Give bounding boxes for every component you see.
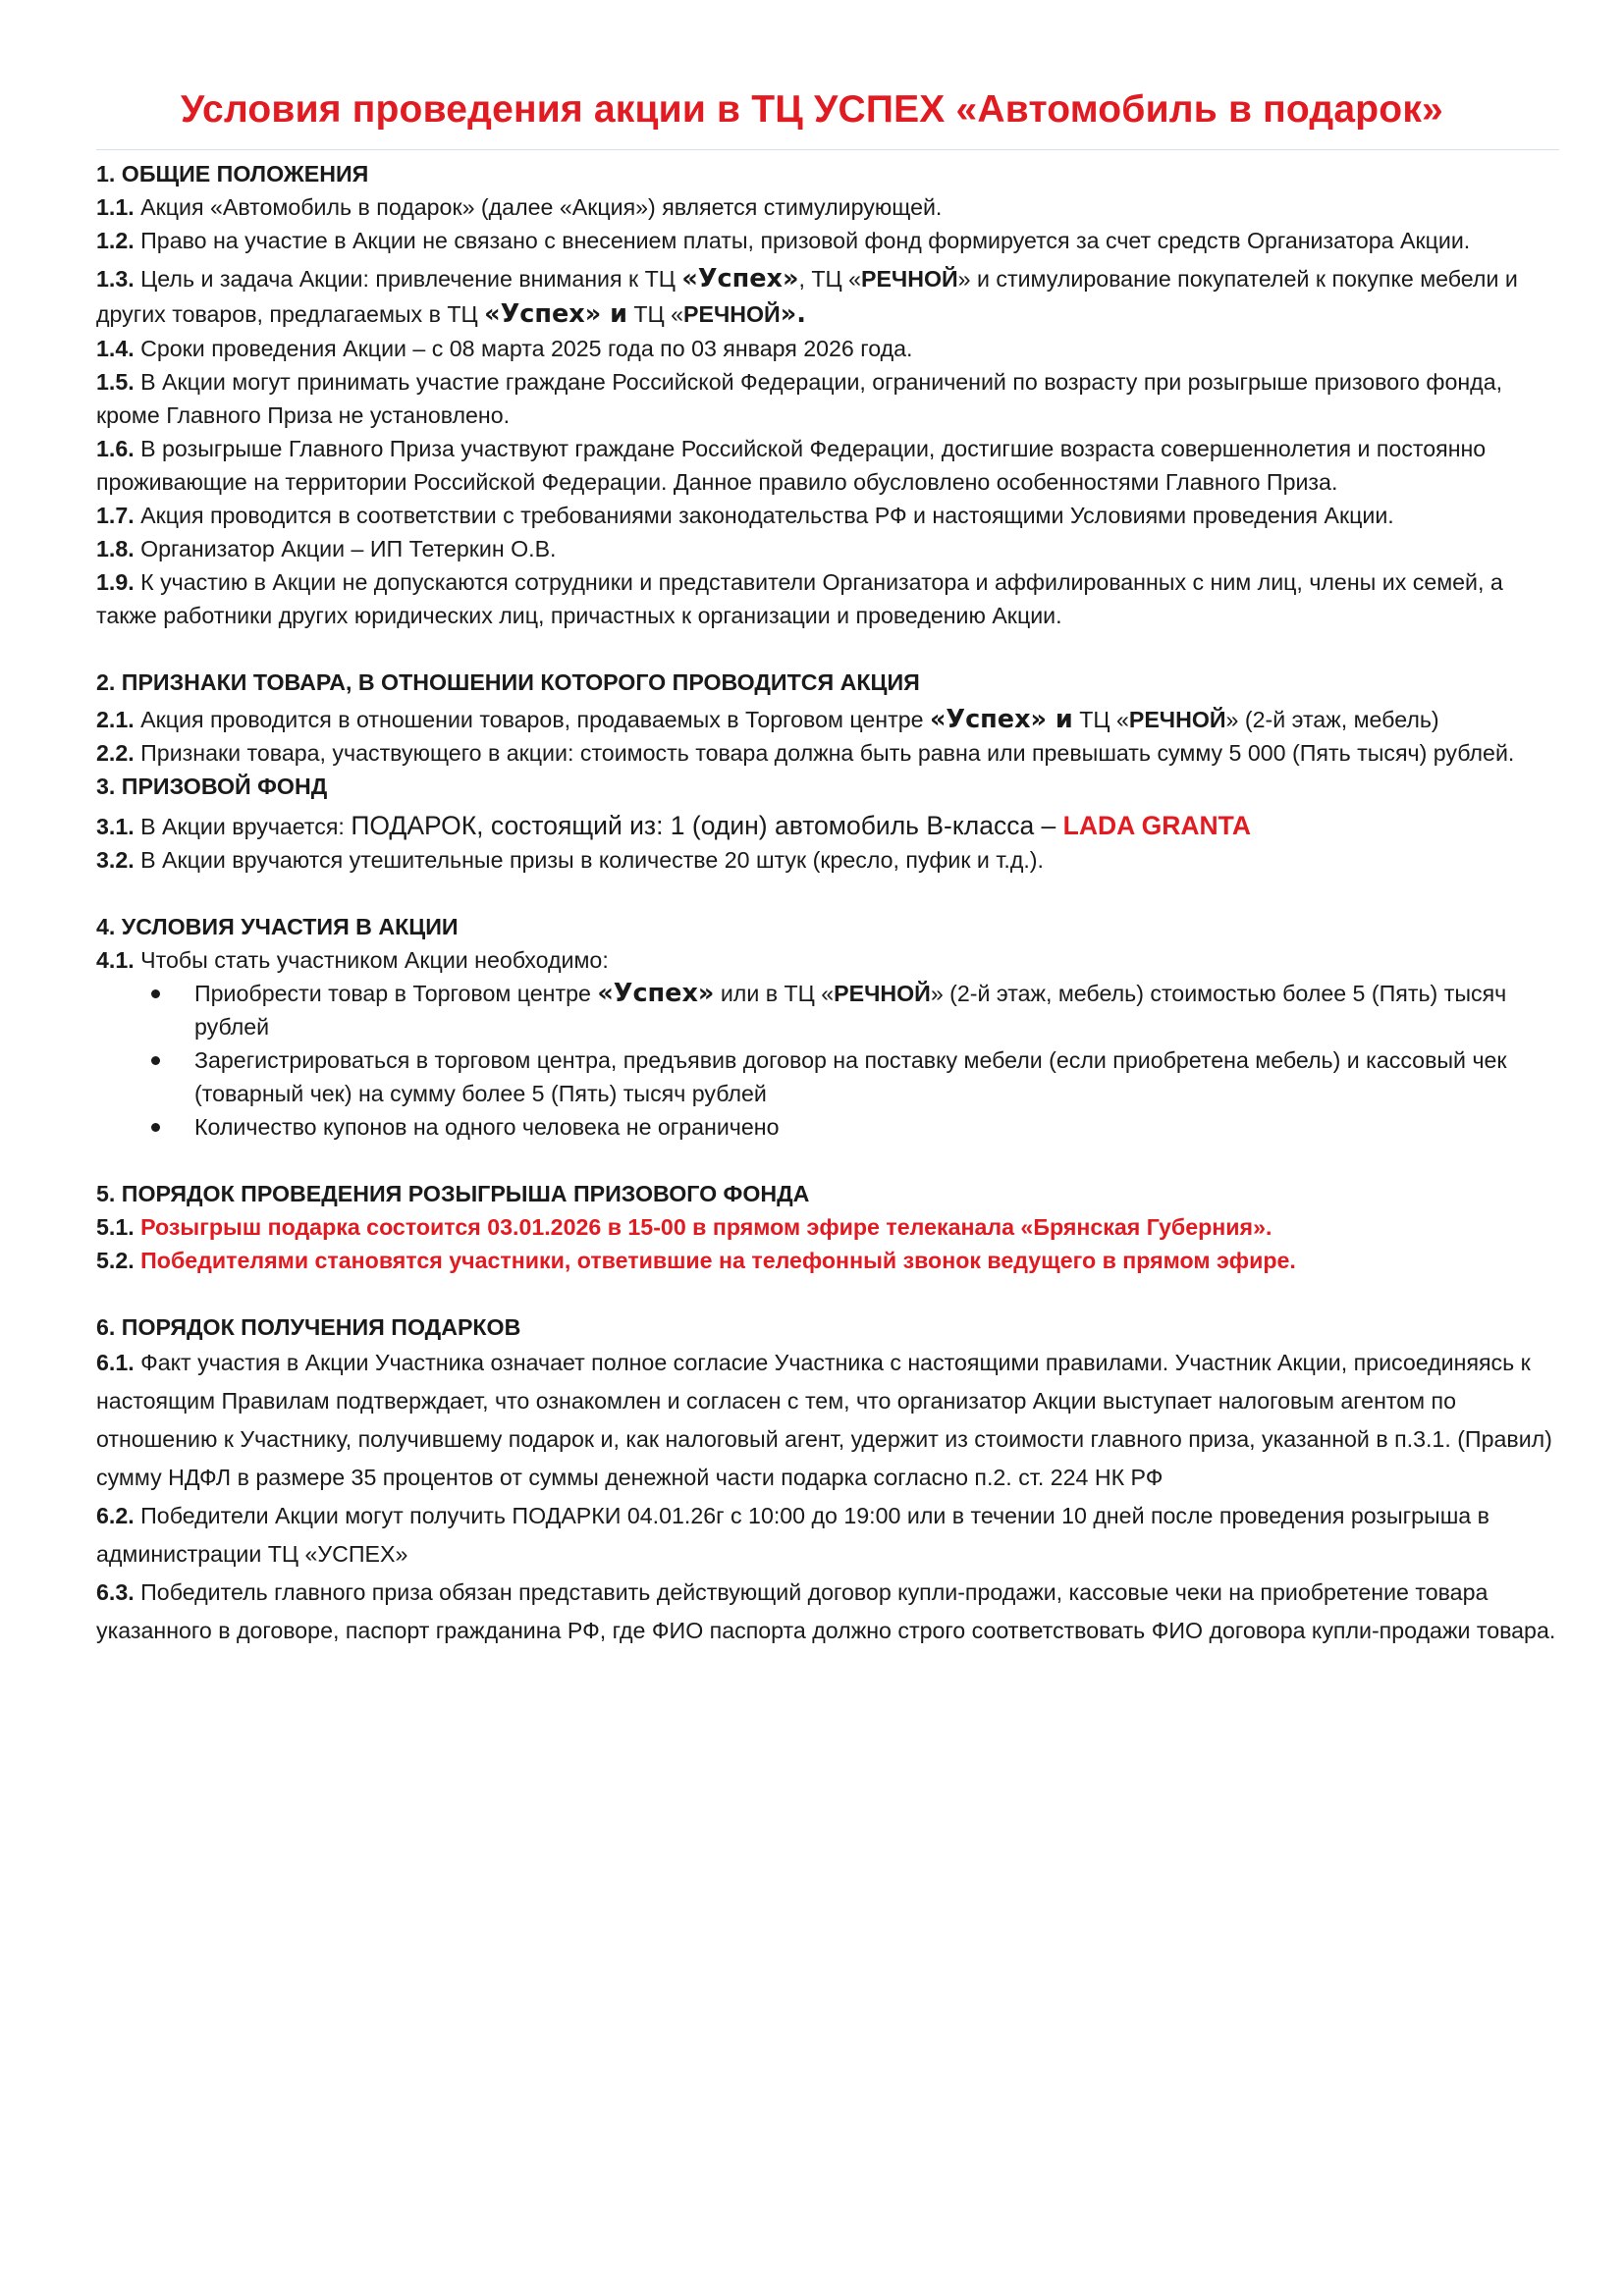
item-text: Зарегистрироваться в торговом центра, предъявив договор на поставку мебели (если приобретена мебель) и кассовый чек (товарный чек) на сумму более 5 (Пять) тысяч рублей (194, 1047, 1507, 1106)
clause-text: Победители Акции могут получить ПОДАРКИ 04.01.26г с 10:00 до 19:00 или в течении 10 дней после проведения розыгрыша в администрации ТЦ «УСПЕХ» (96, 1503, 1489, 1567)
prize-description: ПОДАРОК, состоящий из: 1 (один) автомобиль B-класса – (351, 811, 1063, 840)
clause-text: , ТЦ « (798, 266, 861, 292)
clause-number: 1.6. (96, 436, 135, 461)
clause-number: 5.2. (96, 1248, 135, 1273)
clause-text: Организатор Акции – ИП Тетеркин О.В. (134, 536, 557, 561)
clause-text: ТЦ « (1072, 707, 1129, 732)
clause-1-5 (96, 365, 1561, 432)
clause-3-2 (96, 843, 1561, 877)
clause-1-8 (96, 532, 1561, 565)
clause-number: 1.2. (96, 228, 135, 253)
clause-3-1 (96, 809, 1561, 843)
title-divider (96, 149, 1559, 150)
clause-5-1 (96, 1210, 1561, 1244)
clause-text: К участию в Акции не допускаются сотрудники и представители Организатора и аффилированных с ним лиц, члены их семей, а также работники других юридических лиц, причастных к организации и проведению Акции. (96, 569, 1503, 628)
item-text: Количество купонов на одного человека не ограничено (194, 1114, 780, 1140)
list-item (96, 977, 1561, 1043)
conditions-list (96, 977, 1561, 1144)
bullet-icon (151, 1123, 160, 1132)
mall-name-uspeh: «Успех» (681, 264, 799, 294)
clause-1-6 (96, 432, 1561, 499)
document-body (96, 157, 1561, 1650)
clause-number: 1.5. (96, 369, 135, 395)
clause-text: Признаки товара, участвующего в акции: стоимость товара должна быть равна или превышать сумму 5 000 (Пять тысяч) рублей. (134, 740, 1515, 766)
clause-number: 1.1. (96, 194, 135, 220)
clause-text: Акция проводится в отношении товаров, продаваемых в Торговом центре (134, 707, 930, 732)
clause-text: Акция проводится в соответствии с требованиями законодательства РФ и настоящими Условиями проведения Акции. (134, 503, 1394, 528)
clause-text: ТЦ « (626, 301, 684, 327)
mall-name-rechnoy: РЕЧНОЙ (683, 301, 781, 327)
clause-text: Право на участие в Акции не связано с внесением платы, призовой фонд формируется за счет средств Организатора Акции. (134, 228, 1471, 253)
clause-2-2 (96, 736, 1561, 770)
spacer (96, 1144, 1561, 1177)
clause-number: 1.3. (96, 266, 135, 292)
clause-text: В Акции вручаются утешительные призы в количестве 20 штук (кресло, пуфик и т.д.). (134, 847, 1044, 873)
list-item (96, 1043, 1561, 1110)
clause-text: Факт участия в Акции Участника означает полное согласие Участника с настоящими правилами. Участник Акции, присоединяясь к настоящим Правилам подтверждает, что ознакомлен и согласен с тем, что организатор Акции выступает налоговым агентом по отношению к Участнику, получившему подарок и, как налоговый агент, удержит из стоимости главного приза, указанной в п.3.1. (Правил) сумму НДФЛ в размере 35 процентов от суммы денежной части подарка согласно п.2. ст. 224 НК РФ (96, 1350, 1552, 1490)
clause-2-1 (96, 703, 1561, 736)
clause-number: 6.1. (96, 1350, 135, 1375)
clause-1-2 (96, 224, 1561, 257)
clause-number: 4.1. (96, 947, 135, 973)
clause-text: Цель и задача Акции: привлечение внимания к ТЦ (134, 266, 682, 292)
item-text: или в ТЦ « (714, 981, 835, 1006)
clause-number: 1.7. (96, 503, 135, 528)
clause-text: Чтобы стать участником Акции необходимо: (134, 947, 609, 973)
list-item (96, 1110, 1561, 1144)
clause-number: 6.2. (96, 1503, 135, 1528)
prize-car-model: LADA GRANTA (1062, 811, 1252, 840)
clause-text: В Акции могут принимать участие граждане Российской Федерации, ограничений по возрасту при розыгрыше призового фонда, кроме Главного Приза не установлено. (96, 369, 1503, 428)
mall-name-uspeh: «Успех» и (929, 705, 1073, 734)
bullet-icon (151, 989, 160, 998)
section-1-heading: 1. ОБЩИЕ ПОЛОЖЕНИЯ (96, 161, 369, 187)
item-text: Приобрести товар в Торговом центре (194, 981, 598, 1006)
clause-1-7 (96, 499, 1561, 532)
item-text: » (2-й этаж, мебель) стоимостью более 5 (Пять) тысяч рублей (194, 981, 1507, 1040)
clause-text: Победителями становятся участники, ответившие на телефонный звонок ведущего в прямом эфире. (134, 1248, 1296, 1273)
clause-6-2 (96, 1497, 1561, 1574)
clause-text: Победитель главного приза обязан представить действующий договор купли-продажи, кассовые чеки на приобретение товара указанного в договоре, паспорт гражданина РФ, где ФИО паспорта должно строго соответствовать ФИО договора купли-продажи товара. (96, 1579, 1556, 1643)
clause-text: » (2-й этаж, мебель) (1225, 707, 1439, 732)
clause-text: В Акции вручается: (134, 814, 352, 839)
mall-name-rechnoy: РЕЧНОЙ (834, 981, 931, 1006)
clause-text: Розыгрыш подарка состоится 03.01.2026 в 15-00 в прямом эфире телеканала «Брянская Губерния». (134, 1214, 1272, 1240)
clause-1-3 (96, 261, 1561, 332)
section-5-heading: 5. ПОРЯДОК ПРОВЕДЕНИЯ РОЗЫГРЫША ПРИЗОВОГО ФОНДА (96, 1181, 810, 1206)
clause-text: Сроки проведения Акции – с 08 марта 2025 года по 03 января 2026 года. (134, 336, 913, 361)
spacer (96, 877, 1561, 910)
clause-number: 5.1. (96, 1214, 135, 1240)
clause-1-4 (96, 332, 1561, 365)
mall-name-rechnoy: РЕЧНОЙ (1128, 707, 1226, 732)
section-4-heading: 4. УСЛОВИЯ УЧАСТИЯ В АКЦИИ (96, 914, 459, 939)
clause-number: 1.8. (96, 536, 135, 561)
clause-5-2 (96, 1244, 1561, 1277)
clause-number: 3.1. (96, 814, 135, 839)
mall-name-uspeh: «Успех» (597, 979, 715, 1008)
clause-number: 1.9. (96, 569, 135, 595)
section-6-heading: 6. ПОРЯДОК ПОЛУЧЕНИЯ ПОДАРКОВ (96, 1314, 521, 1340)
clause-text: » и стимулирование покупателей к покупке мебели и других товаров, предлагаемых в ТЦ (96, 266, 1518, 327)
clause-1-1 (96, 190, 1561, 224)
bullet-icon (151, 1056, 160, 1065)
section-3-heading: 3. ПРИЗОВОЙ ФОНД (96, 774, 328, 799)
clause-text: ». (780, 299, 806, 329)
clause-4-1 (96, 943, 1561, 977)
clause-6-3 (96, 1574, 1561, 1650)
clause-number: 6.3. (96, 1579, 135, 1605)
clause-1-9 (96, 565, 1561, 632)
document-title: Условия проведения акции в ТЦ УСПЕХ «Автомобиль в подарок» (181, 88, 1443, 131)
clause-number: 2.1. (96, 707, 135, 732)
clause-number: 1.4. (96, 336, 135, 361)
mall-name-uspeh: «Успех» и (484, 299, 627, 329)
clause-text: В розыгрыше Главного Приза участвуют граждане Российской Федерации, достигшие возраста совершеннолетия и постоянно проживающие на территории Российской Федерации. Данное правило обусловлено особенностями Главного Приза. (96, 436, 1487, 495)
clause-number: 2.2. (96, 740, 135, 766)
spacer (96, 1277, 1561, 1310)
clause-number: 3.2. (96, 847, 135, 873)
section-2-heading: 2. ПРИЗНАКИ ТОВАРА, В ОТНОШЕНИИ КОТОРОГО ПРОВОДИТСЯ АКЦИЯ (96, 669, 920, 695)
clause-text: Акция «Автомобиль в подарок» (далее «Акция») является стимулирующей. (134, 194, 943, 220)
mall-name-rechnoy: РЕЧНОЙ (860, 266, 958, 292)
clause-6-1 (96, 1344, 1561, 1497)
spacer (96, 632, 1561, 666)
